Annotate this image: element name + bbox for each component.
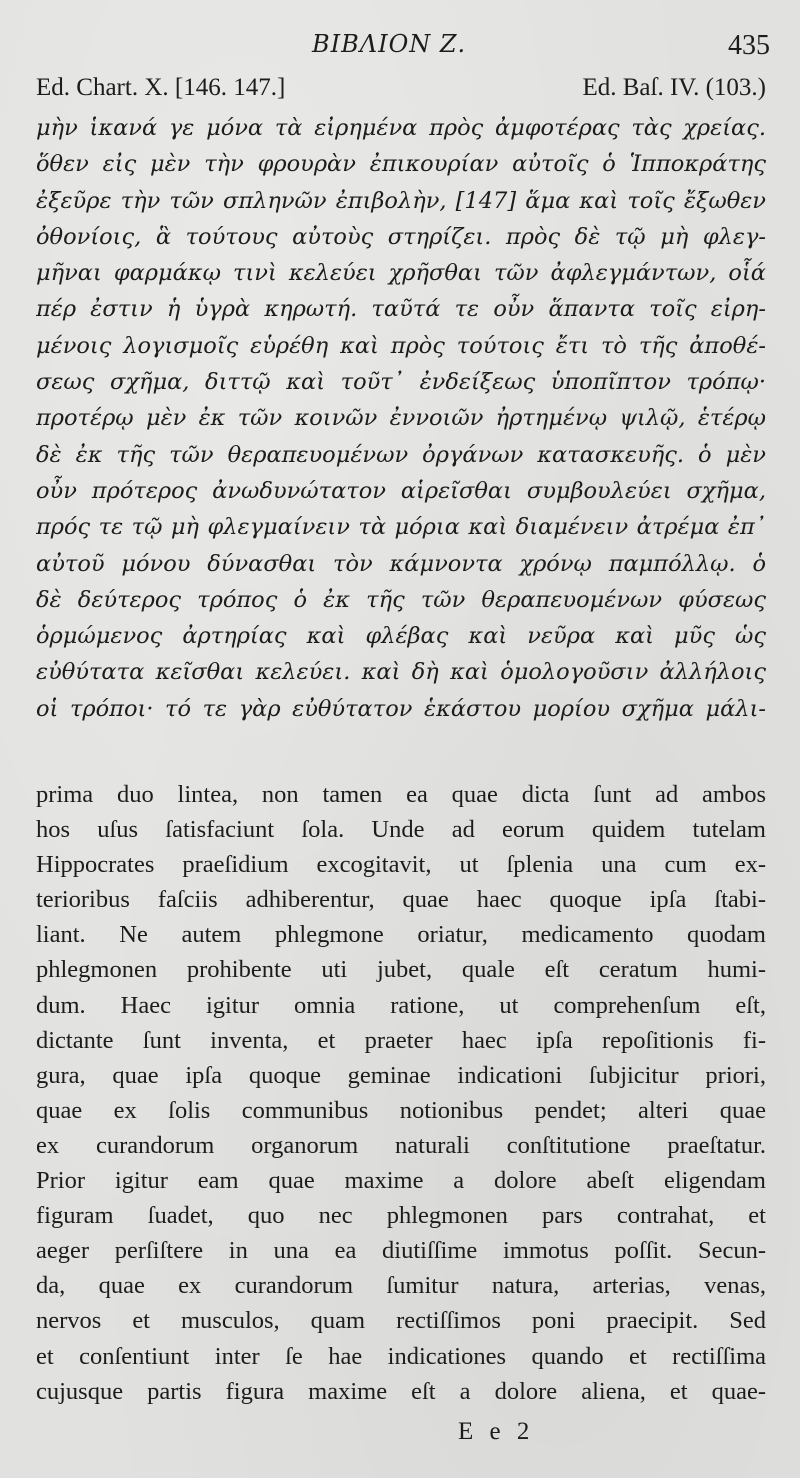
latin-text-line: cujusque partis figura maxime eſt a dolore aliena, et quae- <box>36 1377 766 1405</box>
greek-text-line: οἱ τρόποι· τό τε γὰρ εὐθύτατον ἑκάστου μορίου σχῆμα μάλι- <box>36 695 766 722</box>
greek-text-line: ὅθεν εἰς μὲν τὴν φρουρὰν ἐπικουρίαν αὐτοῖς ὁ Ἱπποκράτης <box>36 151 766 178</box>
latin-text-line: aeger perſiſtere in una ea diutiſſime immotus poſſit. Secun- <box>36 1237 766 1265</box>
running-head <box>0 30 800 64</box>
page-number: 435 <box>728 30 770 61</box>
greek-text-line: πρός τε τῷ μὴ φλεγμαίνειν τὰ μόρια καὶ διαμένειν ἀτρέμα ἐπ᾽ <box>36 514 766 541</box>
signature-mark: E e 2 <box>458 1418 535 1445</box>
greek-text-line: εὐθύτατα κεῖσθαι κελεύει. καὶ δὴ καὶ ὁμολογοῦσιν ἀλλήλοις <box>36 659 766 686</box>
latin-text-line: phlegmonen prohibente uti jubet, quale eſt ceratum humi- <box>36 956 766 984</box>
greek-text-line: ὀθονίοις, ἃ τούτους αὐτοὺς στηρίζει. πρὸς δὲ τῷ μὴ φλεγ- <box>36 223 766 250</box>
latin-text-line: da, quae ex curandorum ſumitur natura, arterias, venas, <box>36 1272 766 1300</box>
latin-text-line: liant. Ne autem phlegmone oriatur, medicamento quodam <box>36 921 766 949</box>
greek-text-line: δὲ ἐκ τῆς τῶν θεραπευομένων ὀργάνων κατασκευῆς. ὁ μὲν <box>36 441 766 468</box>
greek-text-block <box>36 110 766 727</box>
greek-text-line: προτέρῳ μὲν ἐκ τῶν κοινῶν ἐννοιῶν ἠρτημένῳ ψιλῷ, ἑτέρῳ <box>36 405 766 432</box>
latin-text-line: ex curandorum organorum naturali conſtitutione praeſtatur. <box>36 1131 766 1159</box>
latin-text-line: quae ex ſolis communibus notionibus pendet; alteri quae <box>36 1096 766 1124</box>
greek-text-line: δὲ δεύτερος τρόπος ὁ ἐκ τῆς τῶν θεραπευομένων φύσεως <box>36 586 766 613</box>
edition-basel-reference: Ed. Baſ. IV. (103.) <box>582 74 766 101</box>
latin-text-line: terioribus faſciis adhiberentur, quae haec quoque ipſa ſtabi- <box>36 886 766 914</box>
greek-text-line: σεως σχῆμα, διττῷ καὶ τοῦτ᾽ ἐνδείξεως ὑποπῖπτον τρόπῳ· <box>36 369 766 396</box>
greek-text-line: μὴν ἱκανά γε μόνα τὰ εἰρημένα πρὸς ἀμφοτέρας τὰς χρείας. <box>36 115 766 141</box>
latin-text-line: dictante ſunt inventa, et praeter haec ipſa repoſitionis fi- <box>36 1026 766 1054</box>
latin-text-line: nervos et musculos, quam rectiſſimos poni praecipit. Sed <box>36 1307 766 1335</box>
greek-text-line: αὐτοῦ μόνου δύνασθαι τὸν κάμνοντα χρόνῳ παμπόλλῳ. ὁ <box>36 550 766 577</box>
greek-text-line: μῆναι φαρμάκῳ τινὶ κελεύει χρῆσθαι τῶν ἀφλεγμάντων, οἷά <box>36 260 766 287</box>
latin-text-line: prima duo lintea, non tamen ea quae dicta ſunt ad ambos <box>36 781 766 808</box>
greek-text-line: ὁρμώμενος ἀρτηρίας καὶ φλέβας καὶ νεῦρα καὶ μῦς ὡς <box>36 623 766 650</box>
edition-chartier-reference: Ed. Chart. X. [146. 147.] <box>36 74 286 101</box>
greek-text-line: μένοις λογισμοῖς εὑρέθη καὶ πρὸς τούτοις ἔτι τὸ τῆς ἀποθέ- <box>36 332 766 359</box>
greek-text-line: πέρ ἐστιν ἡ ὑγρὰ κηρωτή. ταῦτά τε οὖν ἅπαντα τοῖς εἰρη- <box>36 296 766 323</box>
latin-text-line: hos uſus ſatisfaciunt ſola. Unde ad eorum quidem tutelam <box>36 816 766 844</box>
latin-text-line: et conſentiunt inter ſe hae indicationes quando et rectiſſima <box>36 1342 766 1370</box>
greek-text-line: οὖν πρότερος ἀνωδυνώτατον αἱρεῖσθαι συμβουλεύει σχῆμα, <box>36 477 766 504</box>
latin-text-line: Hippocrates praeſidium excogitavit, ut ſplenia una cum ex- <box>36 851 766 879</box>
running-title: ΒΙΒΛΙΟΝ Ζ. <box>312 30 467 58</box>
greek-text-line: ἐξεῦρε τὴν τῶν σπληνῶν ἐπιβολὴν, [147] ἅμα καὶ τοῖς ἔξωθεν <box>36 187 766 214</box>
edition-reference-line <box>36 74 766 106</box>
latin-text-line: dum. Haec igitur omnia ratione, ut comprehenſum eſt, <box>36 991 766 1019</box>
latin-text-line: figuram ſuadet, quo nec phlegmonen pars contrahat, et <box>36 1202 766 1230</box>
latin-text-line: Prior igitur eam quae maxime a dolore abeſt eligendam <box>36 1167 766 1195</box>
latin-text-block <box>36 777 766 1409</box>
latin-text-line: gura, quae ipſa quoque geminae indicationi ſubjicitur priori, <box>36 1061 766 1089</box>
